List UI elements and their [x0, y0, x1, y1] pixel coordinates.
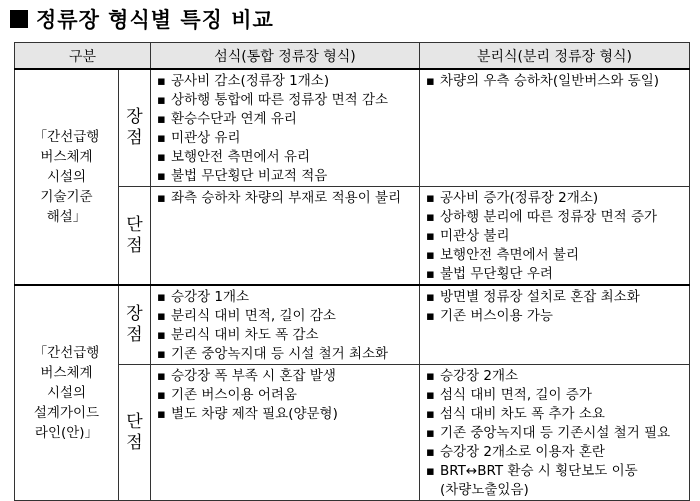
doc-line: 설계가이드 — [33, 405, 100, 421]
header-island-type: 섬식(통합 정류장 형식) — [151, 43, 420, 70]
list-item: ▪ 기존 버스이용 어려움 — [157, 386, 419, 405]
list-item: ▪ 별도 차량 제작 필요(양문형) — [157, 405, 419, 424]
pros-label: 장 점 — [119, 69, 151, 187]
list-item: ▪ 섬식 대비 차도 폭 추가 소요 — [426, 405, 689, 424]
doc-line: 시설의 — [46, 169, 87, 185]
doc-line: 라인(안)」 — [34, 425, 99, 441]
separated-cons-cell — [420, 365, 690, 501]
doc-line: 기술기준 — [40, 189, 93, 205]
list-item: ▪ 승강장 2개소 — [426, 367, 689, 386]
header-row — [15, 43, 690, 70]
separated-pros-cell — [420, 285, 690, 365]
list-item: ▪ 분리식 대비 차도 폭 감소 — [157, 326, 419, 345]
doc-line: 해설」 — [46, 209, 87, 225]
separated-pros-cell — [420, 69, 690, 187]
header-separated-type: 분리식(분리 정류장 형식) — [420, 43, 690, 70]
list-item: ▪ 승강장 1개소 — [157, 288, 419, 307]
list-item: ▪ 보행안전 측면에서 불리 — [426, 246, 689, 265]
list-item: ▪ 공사비 증가(정류장 2개소) — [426, 189, 689, 208]
header-group: 구분 — [15, 43, 151, 70]
list-item: ▪ 환승수단과 연계 유리 — [157, 110, 419, 129]
section2-doc-cell — [15, 285, 119, 501]
page-title-text: 정류장 형식별 특징 비교 — [36, 8, 274, 32]
list-item: ▪ 분리식 대비 면적, 길이 감소 — [157, 307, 419, 326]
island-pros-cell — [151, 285, 420, 365]
island-cons-cell — [151, 187, 420, 286]
cons-label: 단 점 — [119, 365, 151, 501]
list-item: ▪ 차량의 우측 승하차(일반버스와 동일) — [426, 72, 689, 91]
list-item: ▪ 불법 무단횡단 비교적 적음 — [157, 167, 419, 186]
section2-pros-row — [15, 285, 690, 365]
comparison-table — [14, 42, 690, 501]
list-item: ▪ BRT↔BRT 환승 시 횡단보도 이동 — [426, 462, 689, 481]
list-item: ▪ 기존 중앙녹지대 등 시설 철거 최소화 — [157, 345, 419, 364]
doc-line: 시설의 — [46, 385, 87, 401]
island-cons-cell — [151, 365, 420, 501]
list-item: ▪ 방면별 정류장 설치로 혼잡 최소화 — [426, 288, 689, 307]
list-item: ▪ 보행안전 측면에서 유리 — [157, 148, 419, 167]
page-title — [10, 4, 274, 34]
list-item: ▪ 공사비 감소(정류장 1개소) — [157, 72, 419, 91]
list-item: ▪ 미관상 불리 — [426, 227, 689, 246]
doc-line: 버스체계 — [40, 149, 93, 165]
section1-pros-row — [15, 69, 690, 187]
list-item: ▪ 기존 버스이용 가능 — [426, 307, 689, 326]
list-item: ▪ 상하행 분리에 따른 정류장 면적 증가 — [426, 208, 689, 227]
section1-doc-cell — [15, 69, 119, 285]
pros-label: 장 점 — [119, 285, 151, 365]
island-pros-cell — [151, 69, 420, 187]
list-item: ▪ 승강장 폭 부족 시 혼잡 발생 — [157, 367, 419, 386]
list-item-continuation: (차량노출있음) — [440, 482, 529, 498]
list-item: ▪ 섬식 대비 면적, 길이 증가 — [426, 386, 689, 405]
doc-line: 「간선급행 — [33, 345, 100, 361]
list-item: ▪ 승강장 2개소로 이용자 혼란 — [426, 443, 689, 462]
list-item: ▪ 기존 중앙녹지대 등 기존시설 철거 필요 — [426, 424, 689, 443]
list-item: ▪ 불법 무단횡단 우려 — [426, 265, 689, 284]
separated-cons-cell — [420, 187, 690, 286]
doc-line: 버스체계 — [40, 365, 93, 381]
list-item: ▪ 좌측 승하차 차량의 부재로 적용이 불리 — [157, 189, 419, 208]
list-item: ▪ 상하행 통합에 따른 정류장 면적 감소 — [157, 91, 419, 110]
doc-line: 「간선급행 — [33, 129, 100, 145]
list-item: ▪ 미관상 유리 — [157, 129, 419, 148]
cons-label: 단 점 — [119, 187, 151, 286]
square-bullet-icon — [10, 10, 28, 28]
